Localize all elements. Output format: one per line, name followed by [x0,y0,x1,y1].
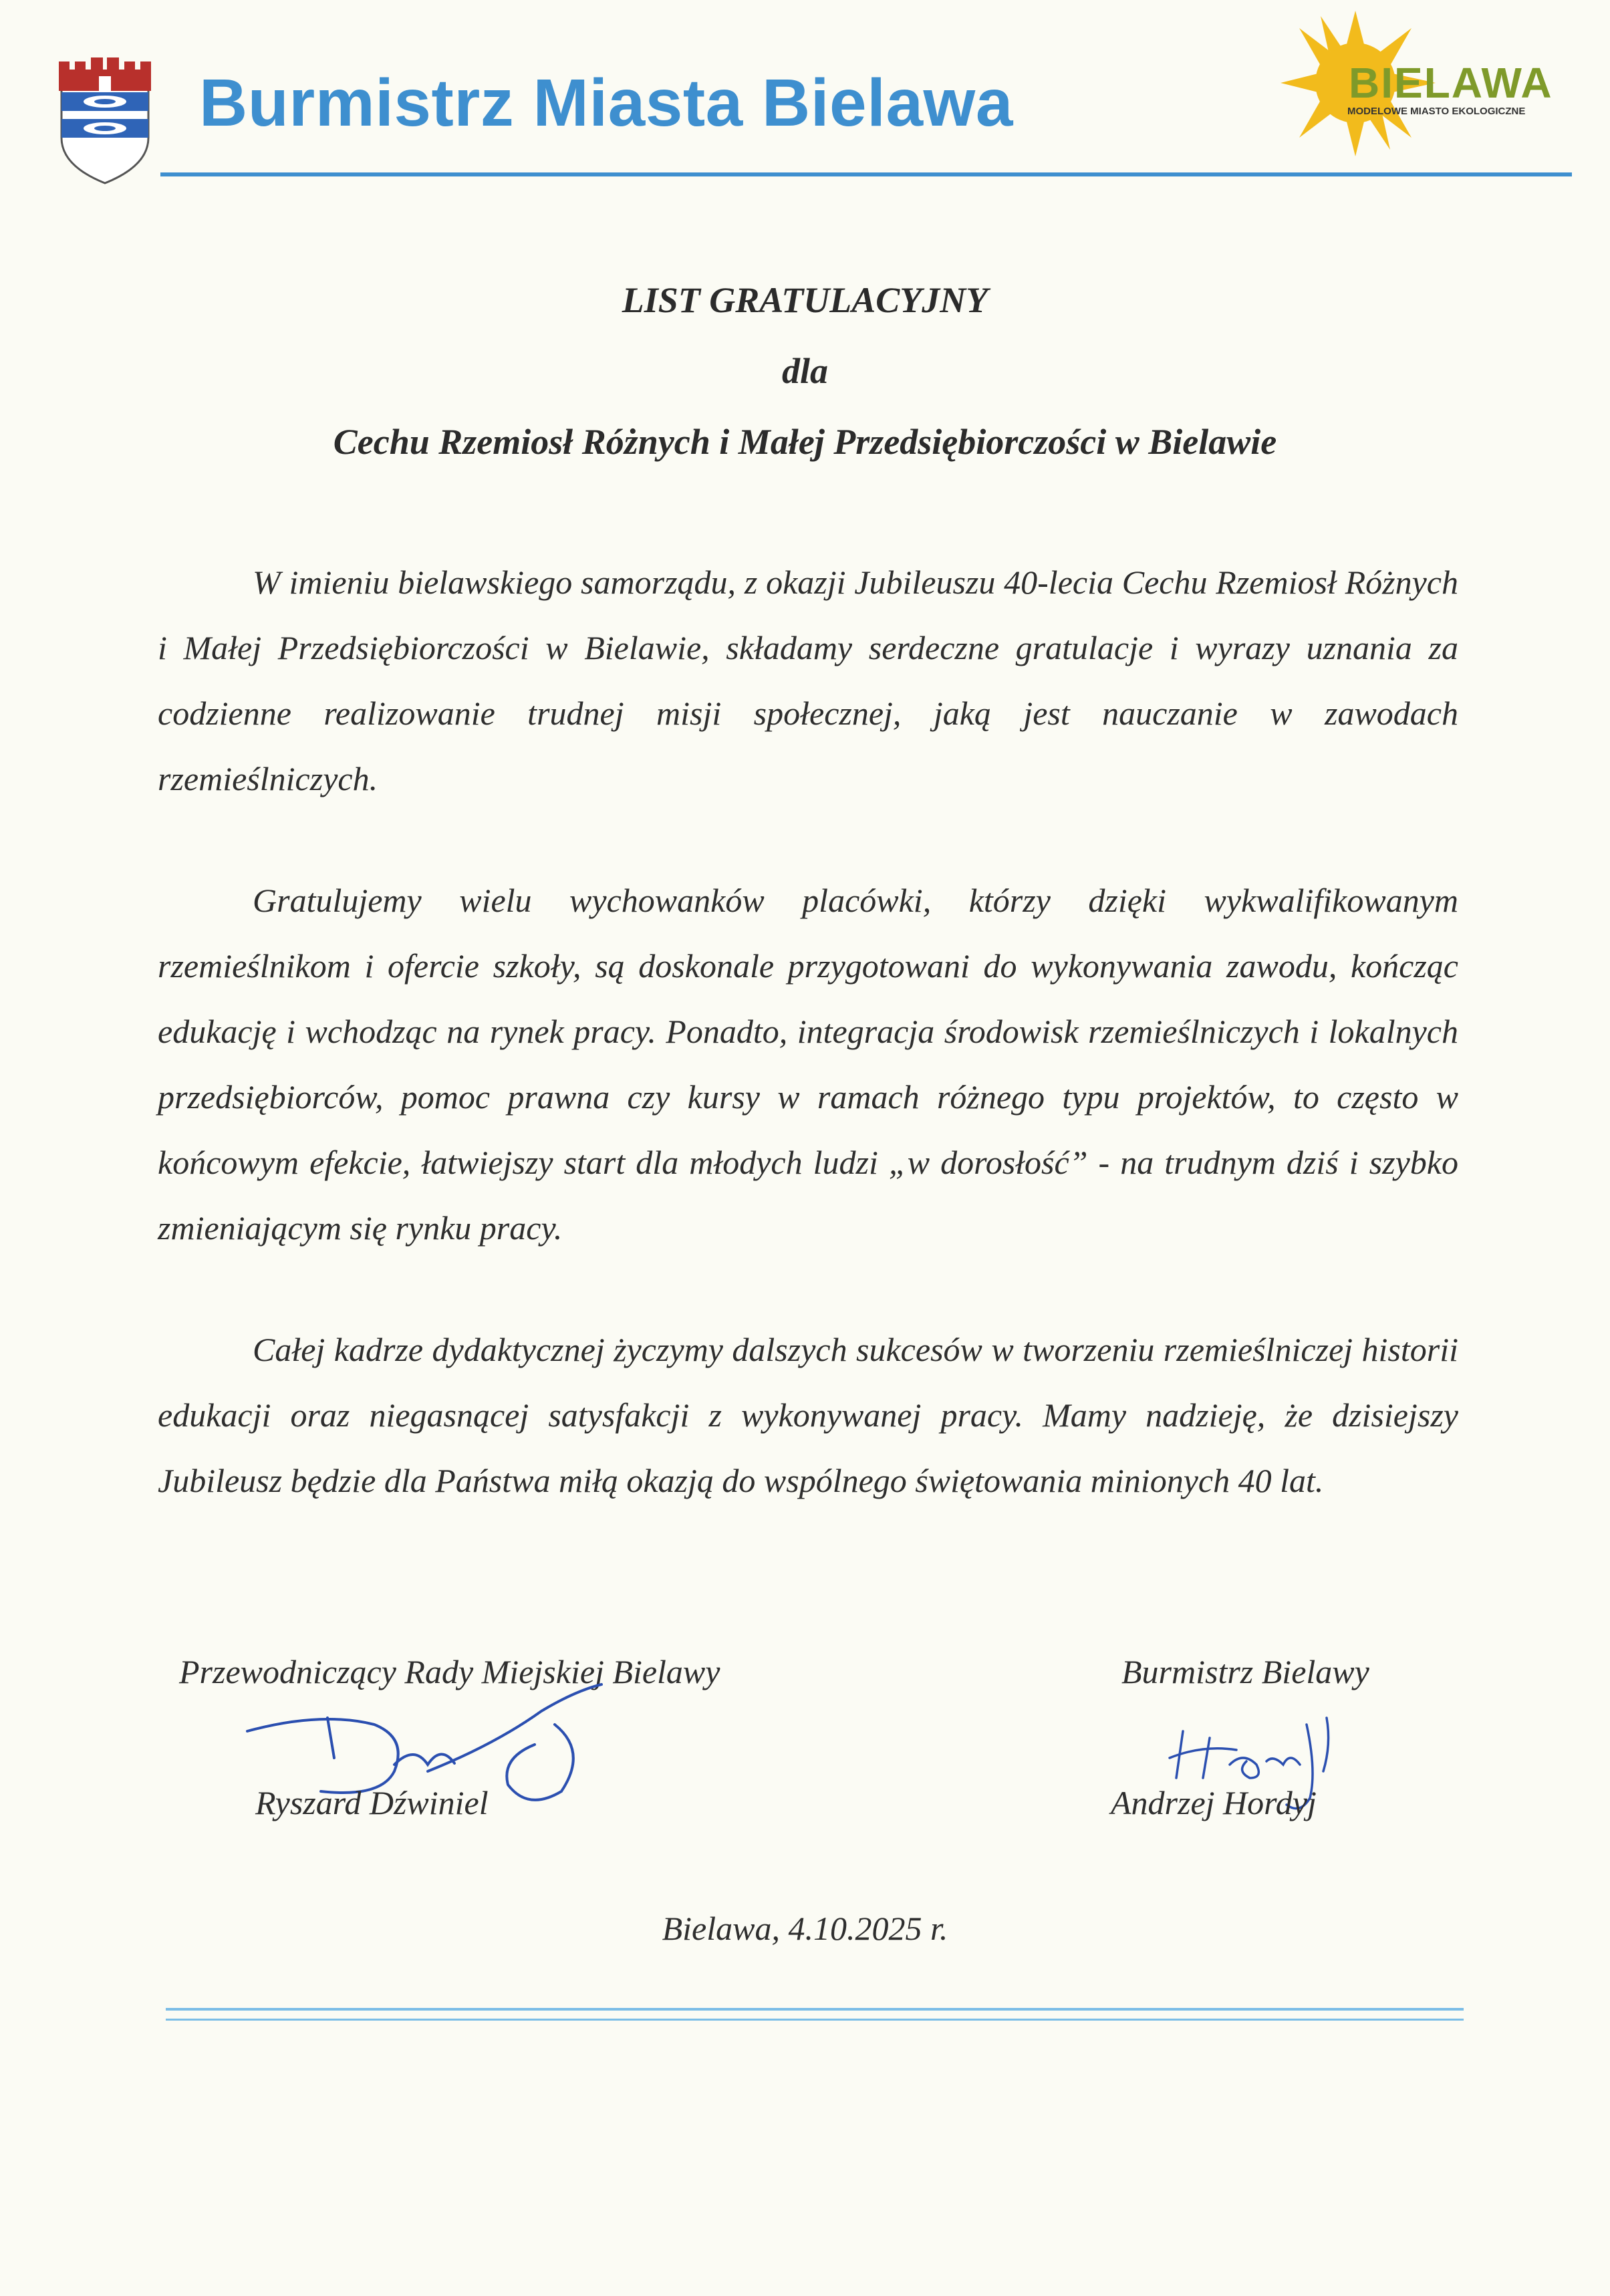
logo-wordmark: BIELAWA [1349,59,1553,107]
signatory-left-role: Przewodniczący Rady Miejskiej Bielawy [179,1653,720,1690]
logo-tagline: MODELOWE MIASTO EKOLOGICZNE [1347,106,1526,117]
body-paragraph-2: Gratulujemy wielu wychowanków placówki, którzy dzięki wykwalifikowanym rzemieślnikom i ofercie szkoły, są doskonale przygotowani do wykonywania zawodu, kończąc edukację i wchodząc na rynek pracy. Ponadto, integracja środowisk rzemieślniczych i lokalnych przedsiębiorców, pomoc prawna czy kursy w ramach różnego typu projektów, to często w końcowym efekcie, łatwiejszy start dla młodych ludzi „w dorosłość” - na trudnym dziś i szybko zmieniającym się rynku pracy. [158,882,1458,1247]
signatory-right-role: Burmistrz Bielawy [1121,1653,1369,1690]
body-paragraph-1: W imieniu bielawskiego samorządu, z okazji Jubileuszu 40-lecia Cechu Rzemiosł Różnych i Małej Przedsiębiorczości w Bielawie, składamy serdeczne gratulacje i wyrazy uznania za codzienne realizowanie trudnej misji społecznej, jaką jest nauczanie w zawodach rzemieślniczych. [158,563,1458,797]
body-paragraph-3: Całej kadrze dydaktycznej życzymy dalszych sukcesów w tworzeniu rzemieślniczej historii edukacji oraz niegasnącej satysfakcji z wykonywanej pracy. Mamy nadzieję, że dzisiejszy Jubileusz będzie dla Państwa miłą okazją do wspólnego świętowania minionych 40 lat. [158,1331,1458,1499]
place-and-date: Bielawa, 4.10.2025 r. [662,1910,948,1947]
letter-recipient: Cechu Rzemiosł Różnych i Małej Przedsiębiorczości w Bielawie [333,422,1277,462]
letter-title-for: dla [781,351,828,391]
letter-title: LIST GRATULACYJNY [622,280,988,320]
footer-divider-top [166,2008,1464,2011]
city-crest-icon [52,52,158,186]
footer-divider-bottom [166,2019,1464,2021]
header-title: Burmistrz Miasta Bielawa [199,66,1013,140]
signatory-left-name: Ryszard Dźwiniel [255,1784,489,1821]
signatory-right-name: Andrzej Hordyj [1111,1784,1317,1821]
header-divider [160,172,1572,176]
